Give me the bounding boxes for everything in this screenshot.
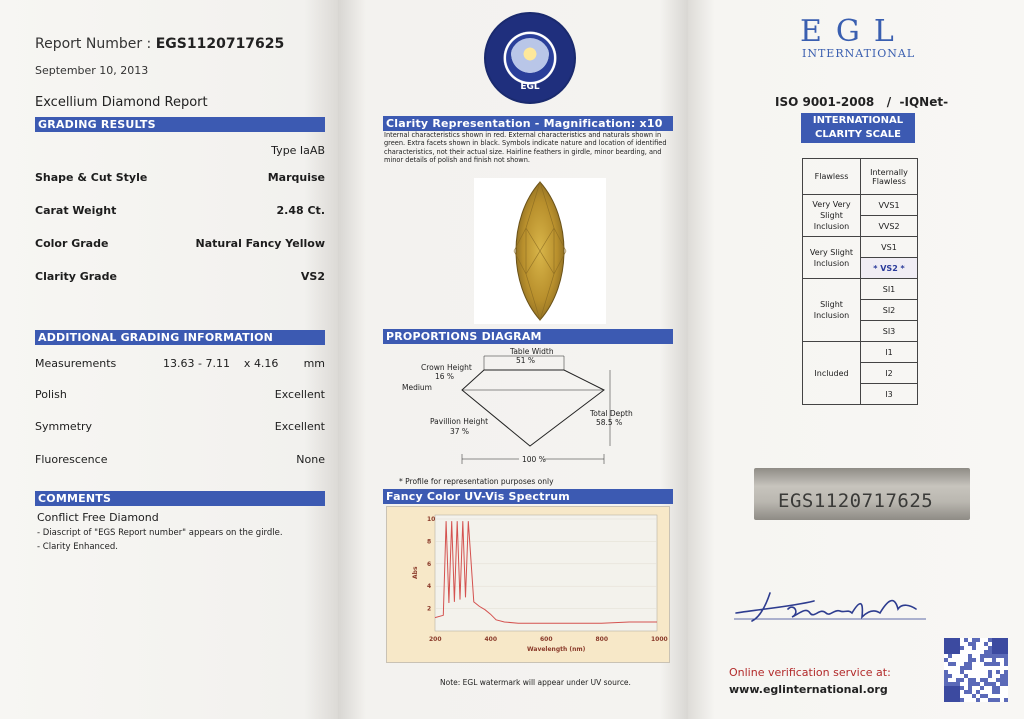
diamond-plot (474, 178, 606, 324)
scale-category: Flawless (803, 159, 861, 195)
proportions-diagram (384, 346, 674, 476)
table-row (803, 342, 918, 363)
total-depth-value: 58.5 % (596, 418, 623, 427)
online-verification-label: Online verification service at: (729, 666, 891, 679)
signature-icon (730, 583, 930, 627)
scale-category: Included (803, 342, 861, 405)
scale-category: Slight Inclusion (803, 279, 861, 342)
scale-grade-highlighted: * VS2 * (861, 258, 918, 279)
iso-certification: ISO 9001-2008 / -IQNet- (775, 95, 949, 109)
scale-grade: Internally Flawless (861, 159, 918, 195)
table-width-label: Table Width (510, 347, 554, 356)
proportions-header: PROPORTIONS DIAGRAM (383, 329, 673, 344)
scale-grade: VVS1 (861, 195, 918, 216)
table-width-value: 51 % (516, 356, 536, 365)
scale-grade: SI3 (861, 321, 918, 342)
comments-body: Conflict Free Diamond - Diascript of "EGS Report number" appears on the girdle. - Clarity Enhanced. (37, 511, 283, 552)
profile-note: * Profile for representation purposes only (399, 477, 554, 486)
crown-height-label: Crown Height (421, 363, 472, 372)
spectrum-xlabel: Wavelength (nm) (527, 646, 586, 653)
x-tick-label: 200 (429, 636, 442, 643)
scale-grade: SI1 (861, 279, 918, 300)
scale-grade: I3 (861, 384, 918, 405)
scale-grade: I1 (861, 342, 918, 363)
girdle-inscription: EGS1120717625 (778, 490, 934, 512)
torch-icon (510, 38, 550, 78)
marquise-diamond-icon (474, 178, 606, 324)
website-link[interactable]: www.eglinternational.org (729, 683, 888, 696)
x-tick-label: 1000 (651, 636, 668, 643)
y-tick-label: 8 (427, 538, 432, 546)
scale-category: Very Very Slight Inclusion (803, 195, 861, 237)
clarity-description: Internal characteristics shown in red. External characteristics and naturals shown in green. Extra facets shown in black. Symbols indicate nature and location of identified characteristics, not their actual size. Hairline feathers in girdle, minor bearding, and minor details of polish and finish not shown. (384, 131, 667, 165)
report-number: Report Number : EGS1120717625 (35, 36, 285, 52)
pavilion-height-value: 37 % (450, 427, 470, 436)
y-tick-label: 2 (427, 605, 432, 613)
grading-results-header: GRADING RESULTS (35, 117, 325, 132)
scale-grade: VS1 (861, 237, 918, 258)
additional-info-header: ADDITIONAL GRADING INFORMATION (35, 330, 325, 345)
scale-grade: VVS2 (861, 216, 918, 237)
x-tick-label: 400 (484, 636, 498, 643)
spectrum-chart (387, 507, 671, 664)
crown-height-value: 16 % (435, 372, 455, 381)
left-panel: Report Number : EGS1120717625 September 10, 2013 Excellium Diamond Report GRADING RESULTS Type IaAB Shape & Cut Style Marquise Carat Weight 2.48 Ct. Color Grade Natural Fancy Yellow Clarity Grade VS2 ADDITIONAL GRADING INFORMATION Measurements 13.63 - 7.11 x 4.16 mm Polish Excellent Symmetry Excellent Fluorescence None COMMENTS Conflict Free Diamond - Diascript of "EGS Report number" appears on the girdle. - Clarity Enhanced. (0, 0, 338, 719)
clarity-representation-header: Clarity Representation - Magnification: x10 (383, 116, 673, 131)
scale-grade: SI2 (861, 300, 918, 321)
y-tick-label: 4 (427, 583, 432, 591)
comments-header: COMMENTS (35, 491, 325, 506)
girdle-label: Medium (402, 383, 432, 392)
egl-logo: EGL (800, 14, 908, 49)
table-row (803, 237, 918, 258)
report-date: September 10, 2013 (35, 64, 149, 77)
egl-seal-logo: EGL (484, 12, 576, 104)
x-tick-label: 600 (540, 636, 553, 643)
table-row (803, 159, 918, 195)
spectrum-header: Fancy Color UV-Vis Spectrum (383, 489, 673, 504)
pavilion-height-label: Pavillion Height (430, 417, 489, 426)
uv-note: Note: EGL watermark will appear under UV source. (440, 678, 631, 687)
y-tick-label: 6 (427, 560, 432, 568)
total-depth-label: Total Depth (590, 409, 633, 418)
clarity-scale-table (802, 158, 918, 405)
table-row (803, 195, 918, 216)
x-tick-label: 800 (595, 636, 609, 643)
spectrum-chart-frame (386, 506, 670, 663)
report-title: Excellium Diamond Report (35, 95, 208, 110)
qr-code-icon (944, 638, 1008, 702)
girdle-inscription-photo (754, 468, 970, 520)
scale-grade: I2 (861, 363, 918, 384)
clarity-scale-header: INTERNATIONAL CLARITY SCALE (801, 113, 915, 143)
spectrum-ylabel: Abs (412, 566, 419, 579)
width-value: 100 % (522, 455, 546, 464)
table-row (803, 279, 918, 300)
scale-category: Very Slight Inclusion (803, 237, 861, 279)
egl-logo-subtitle: INTERNATIONAL (802, 47, 916, 60)
y-tick-label: 10 (427, 516, 436, 523)
